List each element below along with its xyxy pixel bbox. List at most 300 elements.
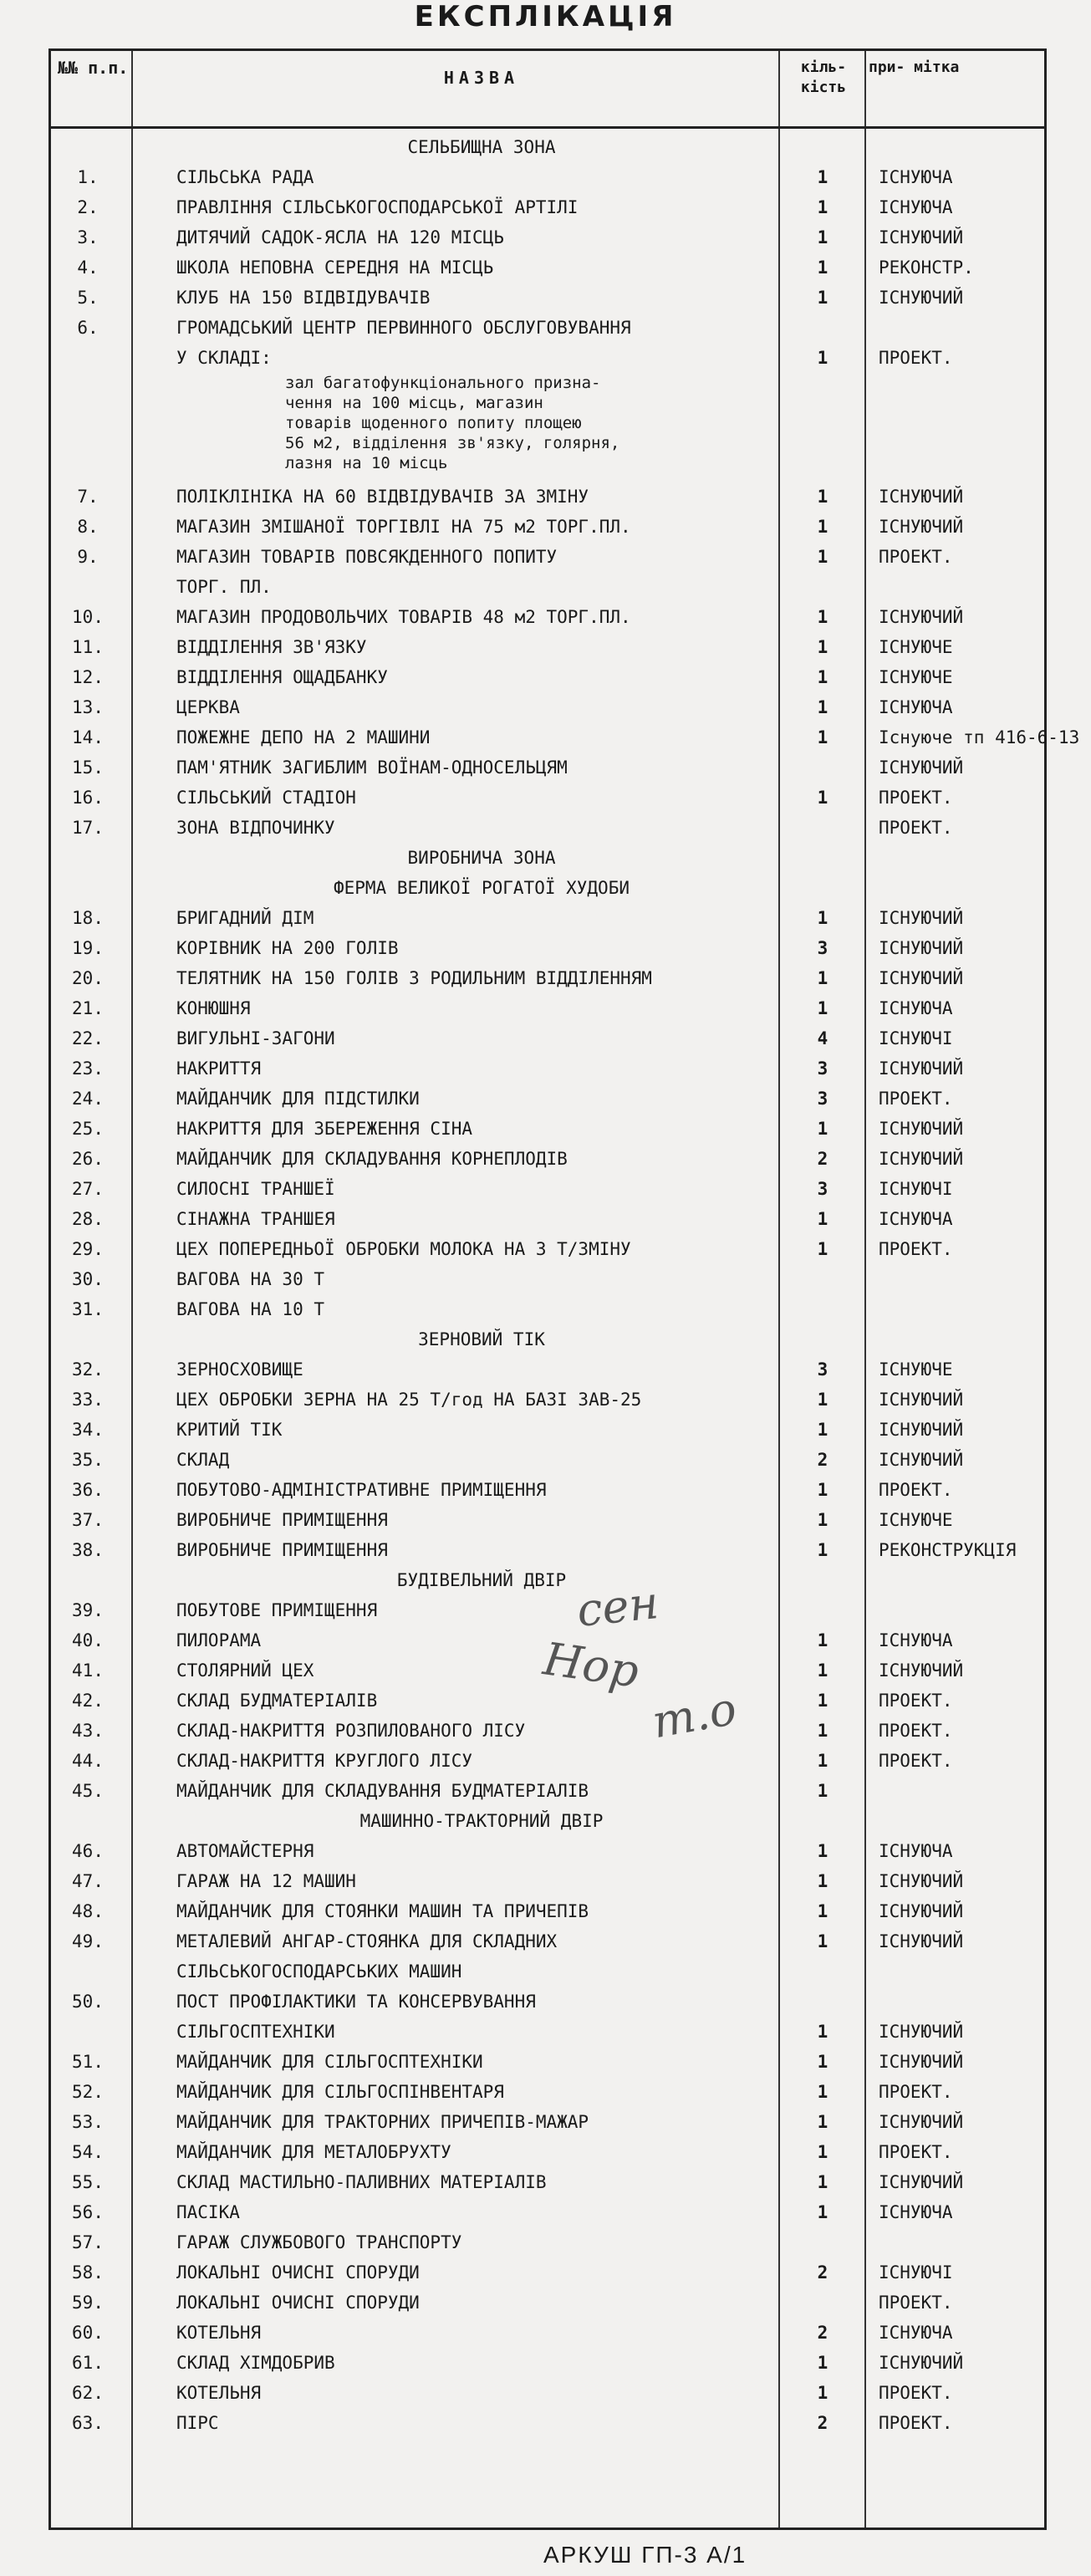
row-number: 32.: [72, 1359, 104, 1380]
row-quantity: 1: [817, 2052, 828, 2072]
row-name: КОРІВНИК НА 200 ГОЛІВ: [176, 938, 399, 958]
row-quantity: 1: [817, 1420, 828, 1440]
row-number: 23.: [72, 1058, 104, 1079]
row-number: 40.: [72, 1630, 104, 1650]
row-number: 46.: [72, 1841, 104, 1861]
row-number: 35.: [72, 1450, 104, 1470]
table-row: [51, 2288, 1044, 2318]
row-note: ІСНУЮЧІ: [879, 2262, 953, 2283]
row-name: СКЛАД МАСТИЛЬНО-ПАЛИВНИХ МАТЕРІАЛІВ: [176, 2172, 547, 2192]
row-quantity: 1: [817, 1540, 828, 1560]
table-row: [51, 192, 1044, 222]
row-quantity: 2: [817, 2262, 828, 2283]
row-number: 26.: [72, 1149, 104, 1169]
table-row: [51, 722, 1080, 752]
row-quantity: 1: [817, 607, 828, 627]
row-name: ШКОЛА НЕПОВНА СЕРЕДНЯ НА МІСЦЬ: [176, 258, 494, 278]
row-number: 52.: [72, 2082, 104, 2102]
row-number: 54.: [72, 2142, 104, 2162]
section-heading: ФЕРМА ВЕЛИКОЇ РОГАТОЇ ХУДОБИ: [333, 878, 630, 898]
table-row: [51, 692, 1044, 722]
row-note: ІСНУЮЧИЙ: [879, 1450, 964, 1470]
table-row: [51, 482, 1044, 512]
table-row: [51, 1084, 1044, 1114]
row-note: ПРОЕКТ.: [879, 1751, 953, 1771]
table-row: [51, 963, 1044, 993]
row-name: ГАРАЖ НА 12 МАШИН: [176, 1871, 356, 1891]
row-number: 17.: [72, 818, 104, 838]
section-heading: БУДІВЕЛЬНИЙ ДВІР: [396, 1570, 567, 1590]
row-name: ПАСІКА: [176, 2202, 240, 2222]
row-number: 36.: [72, 1480, 104, 1500]
sheet-label: АРКУШ ГП-3 А/1: [543, 2542, 747, 2568]
row-number: 49.: [72, 1931, 104, 1951]
table-row: [51, 2167, 1044, 2197]
row-number: 34.: [72, 1420, 104, 1440]
table-row: [51, 783, 1044, 813]
row-quantity: 2: [817, 2413, 828, 2433]
row-number: 55.: [72, 2172, 104, 2192]
row-note: ІСНУЮЧИЙ: [879, 2112, 964, 2132]
row-name: СІЛЬСЬКИЙ СТАДІОН: [176, 788, 356, 808]
row-number: 14.: [72, 727, 104, 747]
row-number: 9.: [77, 547, 99, 567]
row-note: Існуюче тп 416-6-13: [879, 727, 1080, 747]
row-note: ІСНУЮЧИЙ: [879, 1871, 964, 1891]
row-number: 38.: [72, 1540, 104, 1560]
row-note: ІСНУЮЧИЙ: [879, 938, 964, 958]
row-quantity: 1: [817, 1751, 828, 1771]
row-number: 13.: [72, 697, 104, 717]
row-quantity: 1: [817, 727, 828, 747]
row-note: ІСНУЮЧИЙ: [879, 1931, 964, 1951]
row-name: ЗЕРНОСХОВИЩЕ: [176, 1359, 303, 1380]
row-number: 61.: [72, 2353, 104, 2373]
row-number: 15.: [72, 757, 104, 778]
row-number: 53.: [72, 2112, 104, 2132]
table-row: [51, 2137, 1044, 2167]
table-row: [51, 1114, 1044, 1144]
row-number: 16.: [72, 788, 104, 808]
row-quantity: 1: [817, 2202, 828, 2222]
row-note: ПРОЕКТ.: [879, 1691, 953, 1711]
table-row: [51, 602, 1044, 632]
row-number: 4.: [77, 258, 99, 278]
row-name: СІЛЬСЬКОГОСПОДАРСЬКИХ МАШИН: [176, 1961, 462, 1982]
row-number: 56.: [72, 2202, 104, 2222]
table-row: [51, 1776, 1044, 1806]
row-note: ІСНУЮЧИЙ: [879, 487, 964, 507]
row-name: ВАГОВА НА 10 Т: [176, 1299, 325, 1319]
table-row: [51, 1926, 1044, 1956]
table-row: [51, 752, 1044, 783]
row-quantity: 1: [817, 1781, 828, 1801]
row-note: ІСНУЮЧИЙ: [879, 1901, 964, 1921]
row-number: 62.: [72, 2383, 104, 2403]
row-number: 30.: [72, 1269, 104, 1289]
row-number: 24.: [72, 1089, 104, 1109]
row-number: 22.: [72, 1028, 104, 1048]
row-note: ПРОЕКТ.: [879, 1480, 953, 1500]
row-number: 10.: [72, 607, 104, 627]
handwritten-annotation: сен Нор т.о: [540, 1576, 741, 1749]
row-note: ІСНУЮЧА: [879, 197, 953, 217]
table-row: [51, 1204, 1044, 1234]
row-number: 21.: [72, 998, 104, 1018]
row-quantity: 1: [817, 2172, 828, 2192]
row-quantity: 3: [817, 938, 828, 958]
row-name: ЦЕХ ПОПЕРЕДНЬОЇ ОБРОБКИ МОЛОКА НА 3 Т/ЗМІНУ: [176, 1239, 631, 1259]
row-note: ІСНУЮЧИЙ: [879, 2022, 964, 2042]
row-name: МЕТАЛЕВИЙ АНГАР-СТОЯНКА ДЛЯ СКЛАДНИХ: [176, 1931, 558, 1951]
row-note: ІСНУЮЧІ: [879, 1028, 953, 1048]
row-quantity: 1: [817, 487, 828, 507]
row-name: КОТЕЛЬНЯ: [176, 2383, 262, 2403]
row-number: 11.: [72, 637, 104, 657]
row-note: ПРОЕКТ.: [879, 547, 953, 567]
row-note: ПРОЕКТ.: [879, 2413, 953, 2433]
table-row: [51, 1294, 1044, 1324]
row-name: МАГАЗИН ЗМІШАНОЇ ТОРГІВЛІ НА 75 м2 ТОРГ.ПЛ.: [176, 517, 631, 537]
row-note: ІСНУЮЧА: [879, 2202, 953, 2222]
table-row: [51, 512, 1044, 542]
row-note: ПРОЕКТ.: [879, 348, 953, 368]
table-row: [51, 2348, 1044, 2378]
row-name: НАКРИТТЯ: [176, 1058, 262, 1079]
row-name: КОТЕЛЬНЯ: [176, 2323, 262, 2343]
row-number: 29.: [72, 1239, 104, 1259]
table-row: [51, 813, 1044, 843]
row-quantity: 1: [817, 697, 828, 717]
row-name: СИЛОСНІ ТРАНШЕЇ: [176, 1179, 335, 1199]
row-name: ДИТЯЧИЙ САДОК-ЯСЛА НА 120 МІСЦЬ: [176, 227, 504, 247]
table-row: [51, 1896, 1044, 1926]
row-number: 3.: [77, 227, 99, 247]
row-note: ІСНУЮЧА: [879, 1630, 953, 1650]
table-row: [51, 903, 1044, 933]
row-name: ВІДДІЛЕННЯ ЗВ'ЯЗКУ: [176, 637, 367, 657]
row-number: 33.: [72, 1390, 104, 1410]
row-number: 43.: [72, 1721, 104, 1741]
table-row: [51, 2017, 1044, 2047]
table-row: [51, 1144, 1044, 1174]
row-quantity: 1: [817, 2353, 828, 2373]
section-heading: ЗЕРНОВИЙ ТІК: [418, 1329, 545, 1349]
row-number: 59.: [72, 2293, 104, 2313]
row-name: ПОЛІКЛІНІКА НА 60 ВІДВІДУВАЧІВ ЗА ЗМІНУ: [176, 487, 589, 507]
table-row: [51, 1866, 1044, 1896]
row-note: ПРОЕКТ.: [879, 2293, 953, 2313]
table-row: [51, 252, 1044, 283]
row-name: ЗОНА ВІДПОЧИНКУ: [176, 818, 335, 838]
table-row: [51, 2197, 1044, 2227]
row-name: ВИГУЛЬНІ-ЗАГОНИ: [176, 1028, 335, 1048]
table-row: [51, 1264, 1044, 1294]
row-number: 44.: [72, 1751, 104, 1771]
row-quantity: 1: [817, 1660, 828, 1681]
row-note: ІСНУЮЧЕ: [879, 637, 953, 657]
row-note: ІСНУЮЧИЙ: [879, 1420, 964, 1440]
row-note: ІСНУЮЧА: [879, 1841, 953, 1861]
row-number: 47.: [72, 1871, 104, 1891]
row-quantity: 1: [817, 1630, 828, 1650]
row-number: 2.: [77, 197, 99, 217]
row-number: 58.: [72, 2262, 104, 2283]
row-name: БРИГАДНИЙ ДІМ: [176, 908, 314, 928]
table-row: [51, 313, 1044, 343]
table-row: [51, 1475, 1044, 1505]
section-heading-row: [51, 1324, 1044, 1354]
row-name: ВАГОВА НА 30 Т: [176, 1269, 325, 1289]
row-name: МАЙДАНЧИК ДЛЯ МЕТАЛОБРУХТУ: [176, 2142, 451, 2162]
row-quantity: 1: [817, 2383, 828, 2403]
table-row: [51, 2318, 1044, 2348]
row-number: 25.: [72, 1119, 104, 1139]
row-note: ПРОЕКТ.: [879, 1089, 953, 1109]
row-name: СТОЛЯРНИЙ ЦЕХ: [176, 1660, 314, 1681]
row-note: ІСНУЮЧИЙ: [879, 1058, 964, 1079]
row-note: ІСНУЮЧЕ: [879, 1359, 953, 1380]
section-heading-row: [51, 132, 1044, 162]
row-quantity: 1: [817, 2112, 828, 2132]
row-quantity: 1: [817, 258, 828, 278]
row-name: НАКРИТТЯ ДЛЯ ЗБЕРЕЖЕННЯ СІНА: [176, 1119, 473, 1139]
row-name: СКЛАД: [176, 1450, 230, 1470]
row-name: ПОБУТОВЕ ПРИМІЩЕННЯ: [176, 1600, 378, 1620]
row-quantity: 1: [817, 788, 828, 808]
row-note: ПРОЕКТ.: [879, 1239, 953, 1259]
row-name: ПОЖЕЖНЕ ДЕПО НА 2 МАШИНИ: [176, 727, 431, 747]
row-note: ІСНУЮЧИЙ: [879, 517, 964, 537]
row-quantity: 1: [817, 1209, 828, 1229]
row-name: ГАРАЖ СЛУЖБОВОГО ТРАНСПОРТУ: [176, 2232, 462, 2252]
row-quantity: 1: [817, 1841, 828, 1861]
row-number: 7.: [77, 487, 99, 507]
row-note: ІСНУЮЧИЙ: [879, 1390, 964, 1410]
row-note: РЕКОНСТР.: [879, 258, 974, 278]
table-row: [51, 2227, 1044, 2257]
table-row: [51, 2408, 1044, 2438]
row-quantity: 1: [817, 1119, 828, 1139]
row-quantity: 3: [817, 1089, 828, 1109]
row-number: 6.: [77, 318, 99, 338]
row-quantity: 2: [817, 1149, 828, 1169]
row-quantity: 1: [817, 968, 828, 988]
row-name: КРИТИЙ ТІК: [176, 1420, 283, 1440]
table-row: [51, 1505, 1044, 1535]
row-name: СІЛЬСЬКА РАДА: [176, 167, 314, 187]
row-name: ЛОКАЛЬНІ ОЧИСНІ СПОРУДИ: [176, 2262, 420, 2283]
table-row: [51, 2107, 1044, 2137]
table-row: [51, 1836, 1044, 1866]
row-number: 42.: [72, 1691, 104, 1711]
row-name: СКЛАД-НАКРИТТЯ КРУГЛОГО ЛІСУ: [176, 1751, 473, 1771]
row-note: ПРОЕКТ.: [879, 2383, 953, 2403]
row-quantity: 1: [817, 1901, 828, 1921]
row-note: ПРОЕКТ.: [879, 818, 953, 838]
table-row: [51, 572, 1044, 602]
row-quantity: 2: [817, 2323, 828, 2343]
header-note: при- мітка: [869, 59, 960, 76]
row-number: 31.: [72, 1299, 104, 1319]
row-quantity: 1: [817, 1691, 828, 1711]
explication-table: [48, 48, 1080, 2530]
section-heading-row: [51, 873, 1044, 903]
row-quantity: 1: [817, 1510, 828, 1530]
page-title: ЕКСПЛІКАЦІЯ: [414, 0, 677, 33]
row-number: 57.: [72, 2232, 104, 2252]
table-row: [51, 1956, 1044, 1987]
row-quantity: 1: [817, 2082, 828, 2102]
row-name: ВИРОБНИЧЕ ПРИМІЩЕННЯ: [176, 1510, 388, 1530]
table-row: [51, 1354, 1044, 1385]
row-quantity: 1: [817, 348, 828, 368]
row-quantity: 1: [817, 998, 828, 1018]
row-note: ІСНУЮЧИЙ: [879, 968, 964, 988]
section-heading: МАШИННО-ТРАКТОРНИЙ ДВІР: [359, 1811, 604, 1831]
table-row: [51, 283, 1044, 313]
row-quantity: 1: [817, 197, 828, 217]
row-name: У СКЛАДІ:: [176, 348, 272, 368]
row-note: ПРОЕКТ.: [879, 1721, 953, 1741]
table-row: [51, 1445, 1044, 1475]
row-name: ПРАВЛІННЯ СІЛЬСЬКОГОСПОДАРСЬКОЇ АРТІЛІ: [176, 197, 579, 217]
table-row: [51, 1385, 1044, 1415]
row-note: ІСНУЮЧИЙ: [879, 227, 964, 247]
row-number: 18.: [72, 908, 104, 928]
row-note: ІСНУЮЧИЙ: [879, 908, 964, 928]
row-name: МАГАЗИН ТОВАРІВ ПОВСЯКДЕННОГО ПОПИТУ: [176, 547, 558, 567]
row-name: МАЙДАНЧИК ДЛЯ СІЛЬГОСПТЕХНІКИ: [176, 2052, 483, 2072]
row-note: ІСНУЮЧИЙ: [879, 2052, 964, 2072]
table-row: [51, 1023, 1044, 1053]
row-name: МАЙДАНЧИК ДЛЯ СТОЯНКИ МАШИН ТА ПРИЧЕПІВ: [176, 1901, 589, 1921]
row-number: 28.: [72, 1209, 104, 1229]
section-heading-row: [51, 1806, 1044, 1836]
row-note: ІСНУЮЧИЙ: [879, 288, 964, 308]
header-name: НАЗВА: [443, 68, 520, 88]
row-name: ВІДДІЛЕННЯ ОЩАДБАНКУ: [176, 667, 388, 687]
table-row: [51, 662, 1044, 692]
row-number: 19.: [72, 938, 104, 958]
row-number: 1.: [77, 167, 99, 187]
row-quantity: 1: [817, 1480, 828, 1500]
row-name: СІЛЬГОСПТЕХНІКИ: [176, 2022, 335, 2042]
row-number: 63.: [72, 2413, 104, 2433]
row-note: РЕКОНСТРУКЦІЯ: [879, 1540, 1017, 1560]
row-name: МАЙДАНЧИК ДЛЯ СКЛАДУВАННЯ КОРНЕПЛОДІВ: [176, 1149, 568, 1169]
table-row: [51, 2378, 1044, 2408]
table-row: [51, 162, 1044, 192]
table-row: [51, 1415, 1044, 1445]
table-row: [51, 343, 1044, 373]
section-heading-row: [51, 843, 1044, 873]
row-quantity: 2: [817, 1450, 828, 1470]
table-row: [51, 2077, 1044, 2107]
row-note: ІСНУЮЧИЙ: [879, 1660, 964, 1681]
table-row: [51, 1234, 1044, 1264]
row-quantity: 3: [817, 1359, 828, 1380]
row-name: ГРОМАДСЬКИЙ ЦЕНТР ПЕРВИННОГО ОБСЛУГОВУВАННЯ: [176, 318, 631, 338]
row-quantity: 3: [817, 1179, 828, 1199]
row-quantity: 1: [817, 1931, 828, 1951]
row-name: СКЛАД ХІМДОБРИВ: [176, 2353, 335, 2373]
row-note: ІСНУЮЧЕ: [879, 667, 953, 687]
row-number: 5.: [77, 288, 99, 308]
row-quantity: 1: [817, 1239, 828, 1259]
row-quantity: 1: [817, 288, 828, 308]
row-quantity: 1: [817, 637, 828, 657]
row-quantity: 1: [817, 1390, 828, 1410]
row-number: 45.: [72, 1781, 104, 1801]
table-row: [51, 2047, 1044, 2077]
row-note: ПРОЕКТ.: [879, 788, 953, 808]
row-name: СКЛАД-НАКРИТТЯ РОЗПИЛОВАНОГО ЛІСУ: [176, 1721, 526, 1741]
row-number: 37.: [72, 1510, 104, 1530]
table-row: [51, 1987, 1044, 2017]
row-note: ІСНУЮЧИЙ: [879, 757, 964, 778]
table-row: [51, 222, 1044, 252]
row-name: ПІРС: [176, 2413, 219, 2433]
row-name: КЛУБ НА 150 ВІДВІДУВАЧІВ: [176, 288, 431, 308]
row-name: ПОБУТОВО-АДМІНІСТРАТИВНЕ ПРИМІЩЕННЯ: [176, 1480, 547, 1500]
table-row: [51, 1535, 1044, 1565]
row-number: 48.: [72, 1901, 104, 1921]
row-number: 51.: [72, 2052, 104, 2072]
header-number: №№ п.п.: [58, 58, 129, 78]
row-name: КОНЮШНЯ: [176, 998, 251, 1018]
row-note: ІСНУЮЧІ: [879, 1179, 953, 1199]
row-number: 20.: [72, 968, 104, 988]
row-quantity: 1: [817, 667, 828, 687]
row-name: МАЙДАНЧИК ДЛЯ СКЛАДУВАННЯ БУДМАТЕРІАЛІВ: [176, 1781, 589, 1801]
row-quantity: 1: [817, 227, 828, 247]
row-name: МАГАЗИН ПРОДОВОЛЬЧИХ ТОВАРІВ 48 м2 ТОРГ.ПЛ.: [176, 607, 631, 627]
table-row: [51, 632, 1044, 662]
row-number: 39.: [72, 1600, 104, 1620]
row-name: МАЙДАНЧИК ДЛЯ ПІДСТИЛКИ: [176, 1089, 420, 1109]
row-note: ІСНУЮЧИЙ: [879, 1119, 964, 1139]
row-note: ІСНУЮЧА: [879, 1209, 953, 1229]
row-note: ІСНУЮЧИЙ: [879, 607, 964, 627]
section-heading: СЕЛЬБИЩНА ЗОНА: [407, 137, 556, 157]
table-row: [51, 993, 1044, 1023]
section-heading: ВИРОБНИЧА ЗОНА: [407, 848, 556, 868]
row-name: МАЙДАНЧИК ДЛЯ ТРАКТОРНИХ ПРИЧЕПІВ-МАЖАР: [176, 2112, 589, 2132]
row-number: 60.: [72, 2323, 104, 2343]
row-quantity: 1: [817, 1721, 828, 1741]
table-body: [51, 129, 1080, 2528]
row-quantity: 4: [817, 1028, 828, 1048]
row-quantity: 1: [817, 1871, 828, 1891]
row-quantity: 1: [817, 2142, 828, 2162]
row-name: ТЕЛЯТНИК НА 150 ГОЛІВ З РОДИЛЬНИМ ВІДДІЛЕННЯМ: [176, 968, 652, 988]
row-quantity: 1: [817, 908, 828, 928]
row-note: ІСНУЮЧА: [879, 2323, 953, 2343]
row-note: ІСНУЮЧИЙ: [879, 2353, 964, 2373]
table-row: [51, 2257, 1044, 2288]
row-quantity: 1: [817, 547, 828, 567]
row-name: ПАМ'ЯТНИК ЗАГИБЛИМ ВОЇНАМ-ОДНОСЕЛЬЦЯМ: [176, 757, 568, 778]
table-row: [51, 542, 1044, 572]
row-number: 12.: [72, 667, 104, 687]
row-note: ІСНУЮЧА: [879, 998, 953, 1018]
row-name: ПОСТ ПРОФІЛАКТИКИ ТА КОНСЕРВУВАННЯ: [176, 1992, 536, 2012]
row-number: 27.: [72, 1179, 104, 1199]
row-note: ПРОЕКТ.: [879, 2082, 953, 2102]
item-description: зал багатофункціонального призна- чення на 100 місць, магазин товарів щоденного попиту площею 56 м2, відділення зв'язку, голярня, лазня на 10 місць: [285, 374, 620, 472]
row-name: ТОРГ. ПЛ.: [176, 577, 272, 597]
